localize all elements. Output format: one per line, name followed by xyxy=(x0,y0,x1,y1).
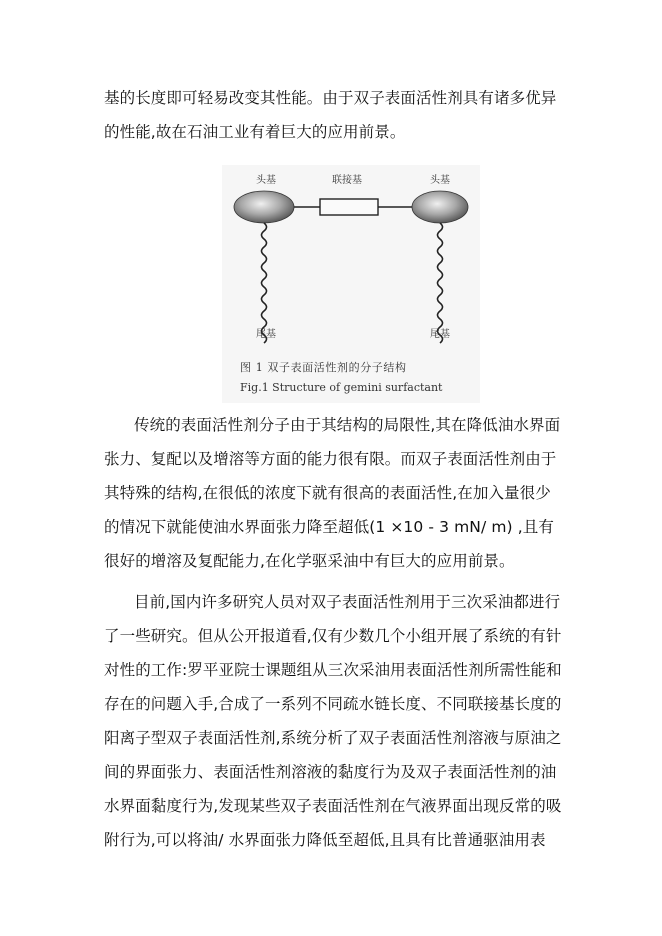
tail-right xyxy=(438,223,443,343)
linker-box xyxy=(320,199,378,215)
p2-line-3: 其特殊的结构,在很低的浓度下就有很高的表面活性,在加入量很少 xyxy=(104,484,551,502)
tail-left xyxy=(262,223,267,343)
figure-caption-en: Fig.1 Structure of gemini surfactant xyxy=(240,381,443,394)
linker-label: 联接基 xyxy=(332,175,362,186)
p2-line-1: 传统的表面活性剂分子由于其结构的局限性,其在降低油水界面 xyxy=(134,416,561,434)
gemini-structure-figure xyxy=(222,165,480,403)
p2-line-2: 张力、复配以及增溶等方面的能力很有限。而双子表面活性剂由于 xyxy=(104,450,557,468)
p3-line-7: 水界面黏度行为,发现某些双子表面活性剂在气液界面出现反常的吸 xyxy=(104,797,562,815)
head-right-label: 头基 xyxy=(430,175,450,186)
figure-caption-cn: 图 1 双子表面活性剂的分子结构 xyxy=(240,361,407,374)
p3-line-8: 附行为,可以将油/ 水界面张力降低至超低,且具有比普通驱油用表 xyxy=(104,831,546,849)
intro-line-1: 基的长度即可轻易改变其性能。由于双子表面活性剂具有诸多优异 xyxy=(104,89,557,107)
p3-line-4: 存在的问题入手,合成了一系列不同疏水链长度、不同联接基长度的 xyxy=(104,695,562,713)
p3-line-1: 目前,国内许多研究人员对双子表面活性剂用于三次采油都进行 xyxy=(134,593,561,611)
p3-line-5: 阳离子型双子表面活性剂,系统分析了双子表面活性剂溶液与原油之 xyxy=(104,729,562,747)
intro-line-2: 的性能,故在石油工业有着巨大的应用前景。 xyxy=(104,123,406,141)
head-group-right xyxy=(412,191,468,223)
tail-left-label: 尾基 xyxy=(256,329,276,340)
head-left-label: 头基 xyxy=(256,175,276,186)
p3-line-3: 对性的工作:罗平亚院士课题组从三次采油用表面活性剂所需性能和 xyxy=(104,661,562,679)
p2-line-4: 的情况下就能使油水界面张力降至超低(1 ×10 - 3 mN/ m) ,且有 xyxy=(104,518,554,536)
molecule-diagram xyxy=(222,165,480,403)
p3-line-6: 间的界面张力、表面活性剂溶液的黏度行为及双子表面活性剂的油 xyxy=(104,763,557,781)
p3-line-2: 了一些研究。但从公开报道看,仅有少数几个小组开展了系统的有针 xyxy=(104,627,562,645)
p2-line-5: 很好的增溶及复配能力,在化学驱采油中有巨大的应用前景。 xyxy=(104,552,515,570)
head-group-left xyxy=(234,191,294,223)
tail-right-label: 尾基 xyxy=(430,329,450,340)
